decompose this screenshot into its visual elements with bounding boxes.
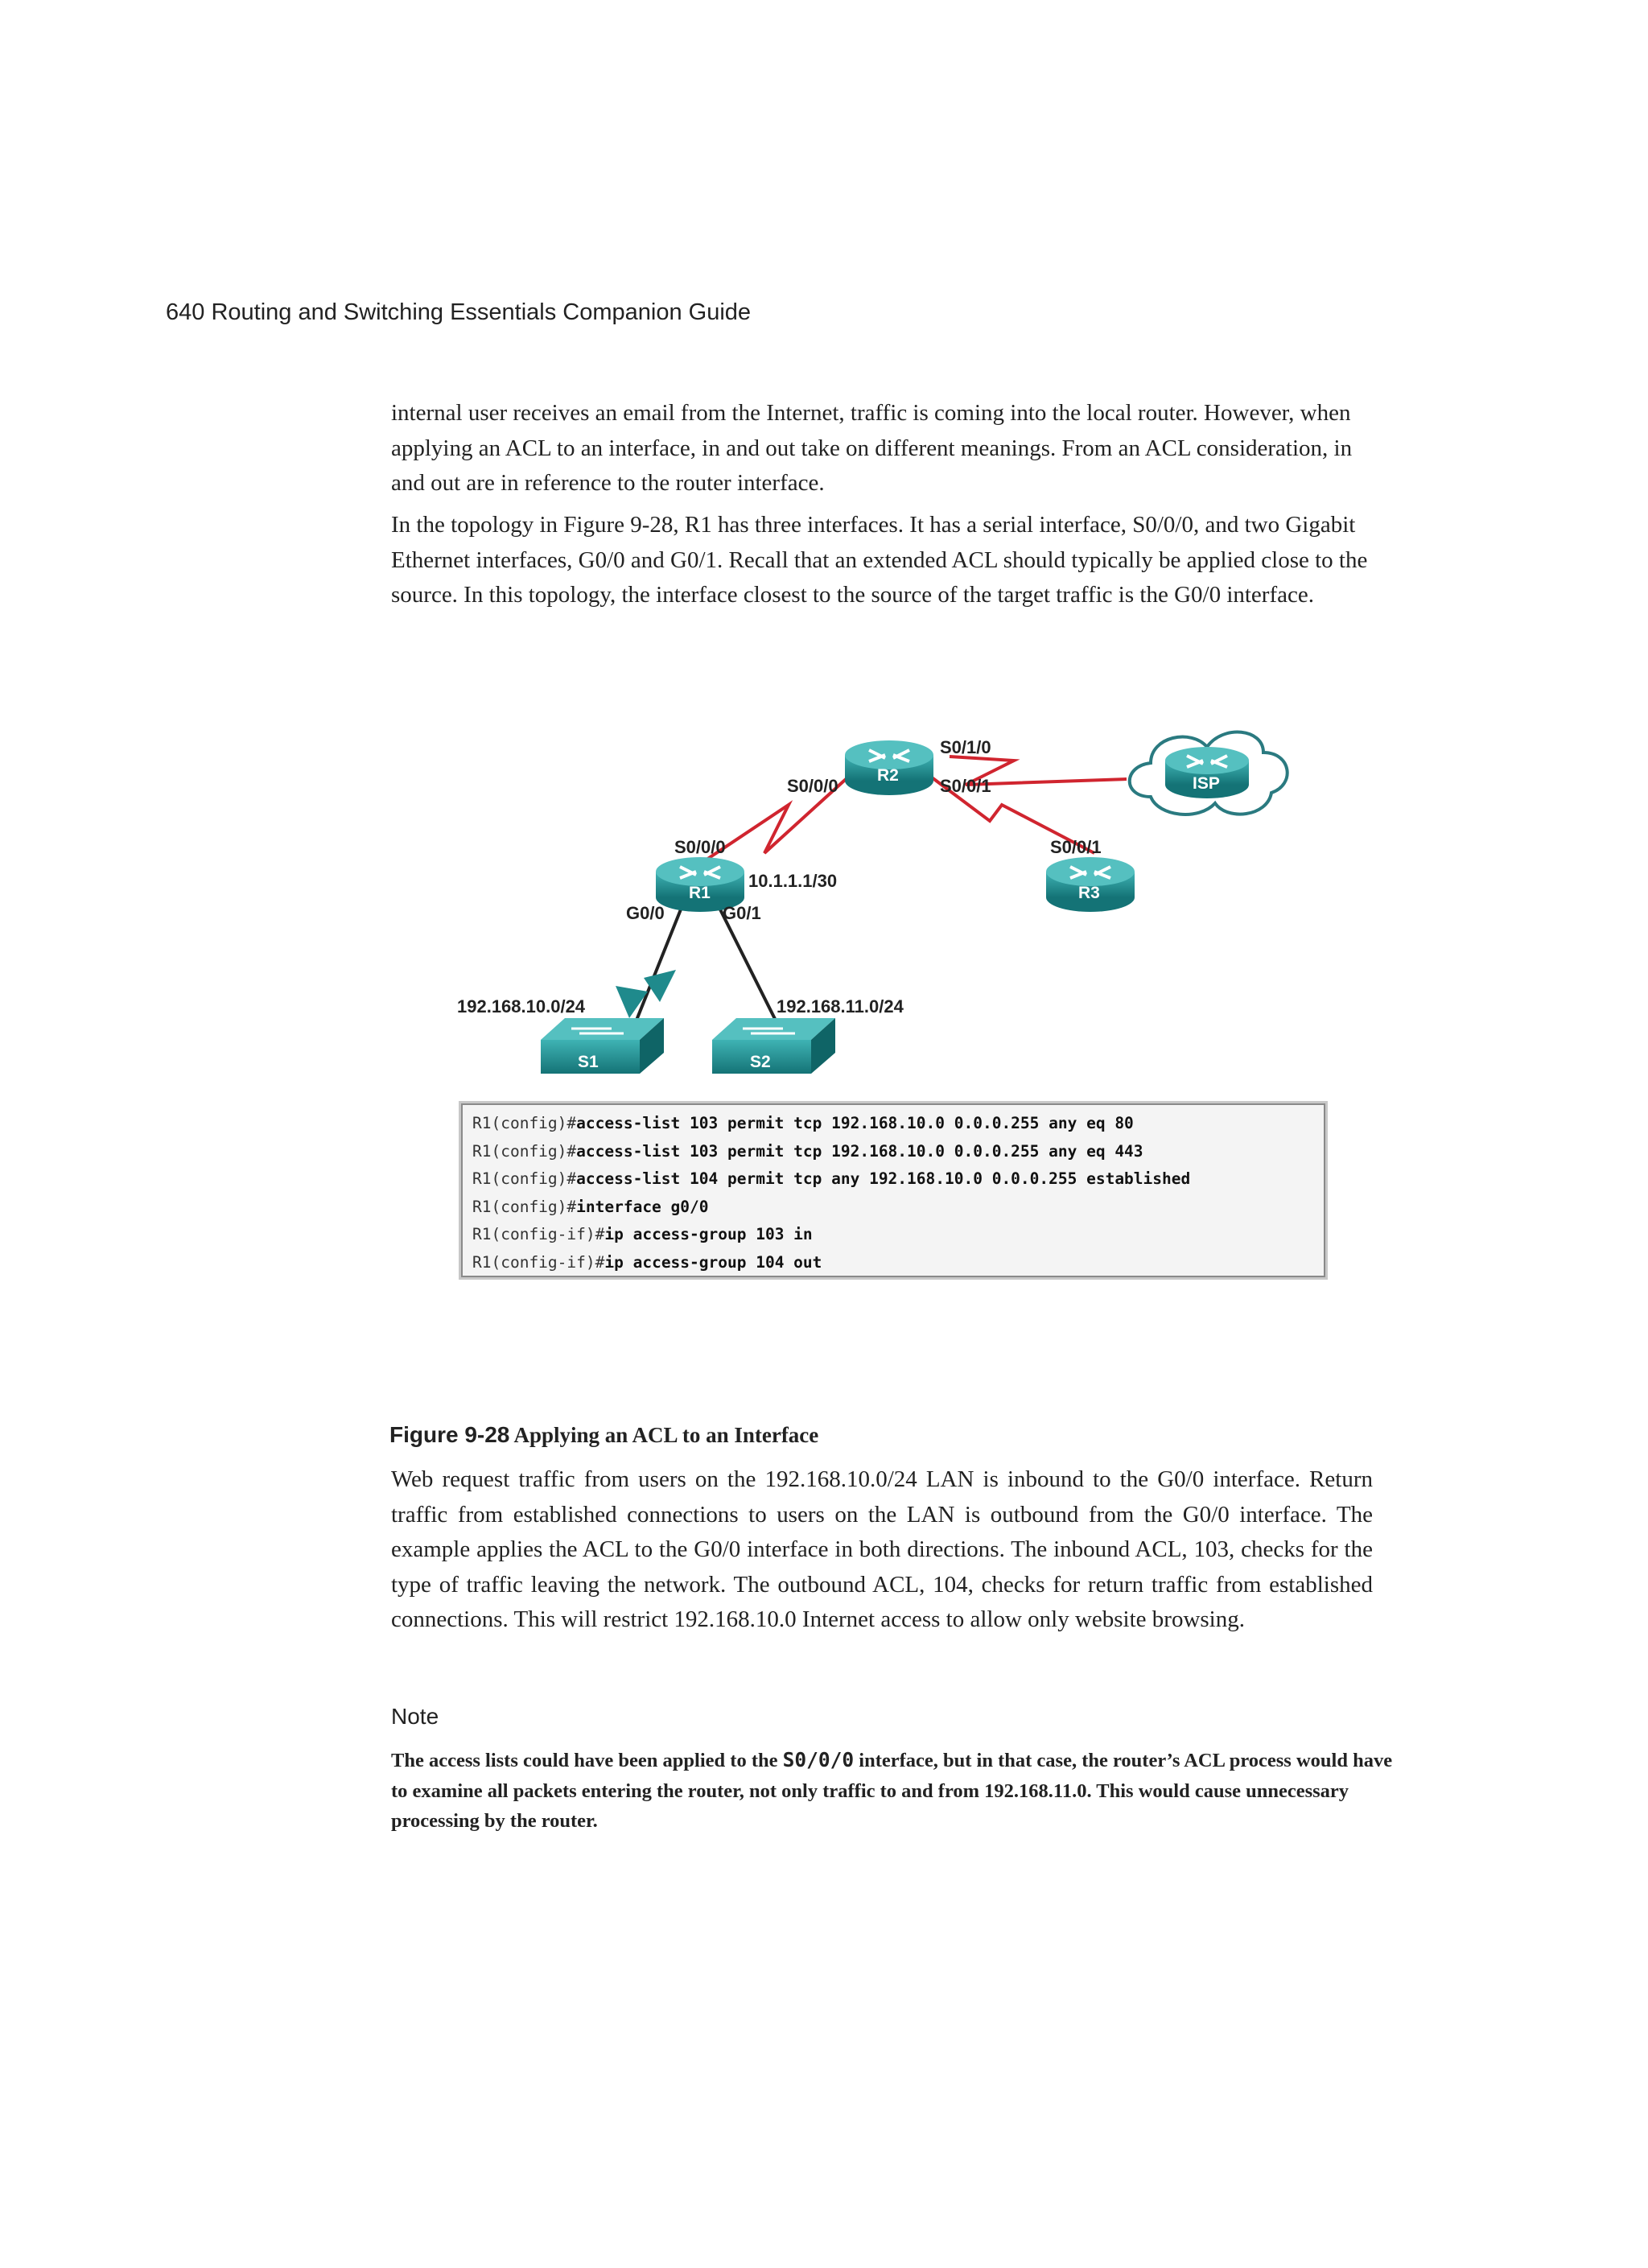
- switch-icon-s2: [712, 1018, 835, 1074]
- device-label-s1: S1: [578, 1053, 599, 1071]
- note-text-part: interface, but in that case, the router’s ACL process would have to examine all packets entering the router, not only traffic to and from 192.168.11.0. This would cause unnecessary processing by the router.: [391, 1750, 1393, 1832]
- cli-line: [472, 1165, 1314, 1194]
- body-paragraph-1: internal user receives an email from the Internet, traffic is coming into the local router. However, when applying an ACL to an interface, in and out take on different meanings. From an ACL consideration, in and out are in reference to the router interface.: [391, 400, 1353, 496]
- device-label-r2: R2: [877, 766, 899, 785]
- label-r1-g00: G0/0: [626, 903, 665, 923]
- acl-filter-icon: [616, 970, 676, 1018]
- label-r1-ip: 10.1.1.1/30: [748, 871, 838, 891]
- note-text-part: The access lists could have been applied to the: [391, 1750, 783, 1771]
- device-label-isp: ISP: [1193, 774, 1220, 793]
- device-label-s2: S2: [750, 1053, 771, 1071]
- cli-command: access-list 103 permit tcp 192.168.10.0 0.0.0.255 any eq 443: [576, 1141, 1143, 1161]
- cli-line: [472, 1221, 1314, 1249]
- cli-prompt: R1(config)#: [472, 1169, 577, 1188]
- figure-caption: [389, 1422, 818, 1448]
- label-r3-s001: S0/0/1: [1050, 837, 1102, 857]
- topology-diagram: [451, 708, 1344, 1103]
- label-r1-s000: S0/0/0: [674, 837, 726, 857]
- cli-prompt: R1(config-if)#: [472, 1252, 605, 1272]
- cli-prompt: R1(config)#: [472, 1114, 577, 1132]
- cli-config-box: [459, 1101, 1328, 1280]
- cli-line: [472, 1110, 1314, 1138]
- cli-command: access-list 103 permit tcp 192.168.10.0 0.0.0.255 any eq 80: [576, 1114, 1134, 1132]
- device-label-r1: R1: [689, 884, 711, 902]
- cli-line: [472, 1249, 1314, 1277]
- cli-command: interface g0/0: [576, 1197, 709, 1216]
- device-label-r3: R3: [1078, 884, 1100, 902]
- figure-9-28: [451, 708, 1344, 1288]
- note-interface-name: S0/0/0: [782, 1748, 855, 1771]
- note-text: [391, 1745, 1393, 1837]
- running-head: 640 Routing and Switching Essentials Companion Guide: [166, 299, 752, 325]
- body-paragraph-3: Web request traffic from users on the 192.168.10.0/24 LAN is inbound to the G0/0 interface. Return traffic from established connections to users on the LAN is outbound from the G0/0 interface. The example applies the ACL to the G0/0 interface in both directions. The inbound ACL, 103, checks for the type of traffic leaving the network. The outbound ACL, 104, checks for return traffic from established connections. This will restrict 192.168.10.0 Internet access to allow only website browsing.: [391, 1466, 1373, 1632]
- label-r2-s001: S0/0/1: [940, 776, 991, 796]
- cli-command: access-list 104 permit tcp any 192.168.10.0 0.0.0.255 established: [576, 1169, 1191, 1188]
- label-lan2: 192.168.11.0/24: [777, 996, 904, 1016]
- label-r2-s010: S0/1/0: [940, 737, 991, 757]
- note-heading: Note: [391, 1704, 439, 1729]
- cli-prompt: R1(config)#: [472, 1197, 577, 1216]
- cli-command: ip access-group 104 out: [604, 1252, 822, 1272]
- figure-number: Figure 9-28: [389, 1422, 510, 1447]
- cli-line: [472, 1138, 1314, 1166]
- body-paragraph-2: In the topology in Figure 9-28, R1 has three interfaces. It has a serial interface, S0/0/0, and two Gigabit Ethernet interfaces, G0/0 and G0/1. Recall that an extended ACL should typically be applied close to the source. In this topology, the interface closest to the source of the target traffic is the G0/0 interface.: [391, 512, 1368, 608]
- label-r2-s000: S0/0/0: [787, 776, 838, 796]
- label-r1-g01: G0/1: [723, 903, 761, 923]
- switch-icon-s1: [541, 1018, 664, 1074]
- cli-command: ip access-group 103 in: [604, 1225, 813, 1243]
- cli-prompt: R1(config)#: [472, 1141, 577, 1161]
- cli-line: [472, 1194, 1314, 1222]
- figure-title: Applying an ACL to an Interface: [513, 1423, 819, 1447]
- cli-prompt: R1(config-if)#: [472, 1225, 605, 1243]
- label-lan1: 192.168.10.0/24: [457, 996, 586, 1016]
